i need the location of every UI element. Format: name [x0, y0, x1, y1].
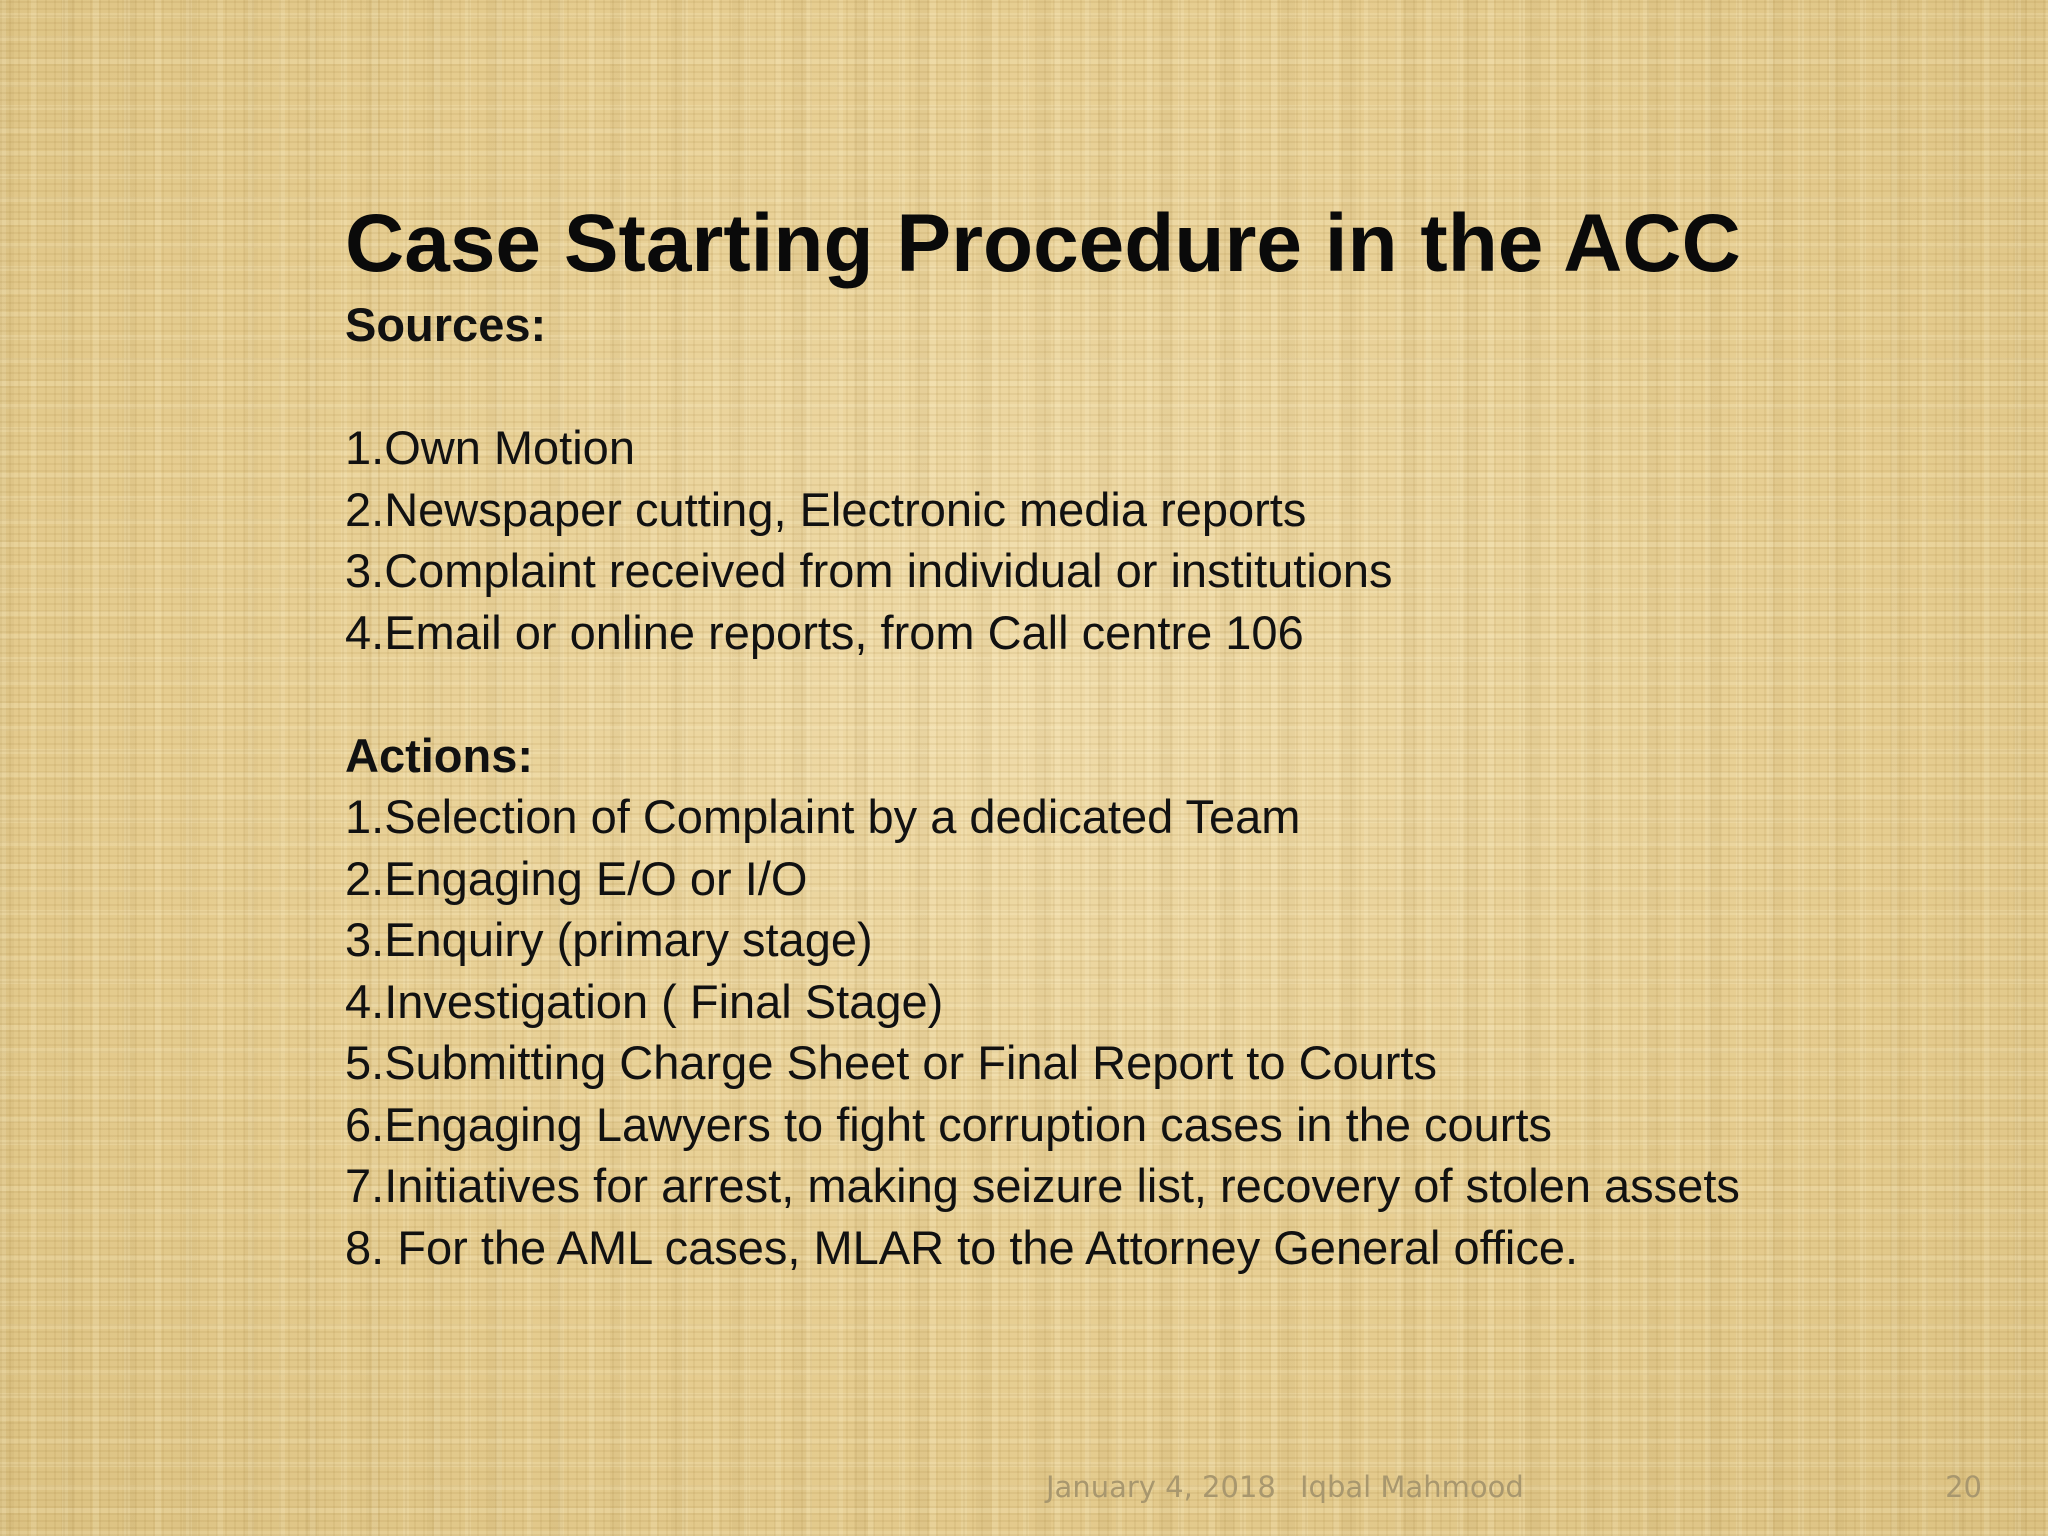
actions-list-item: 6.Engaging Lawyers to fight corruption cases in the courts: [345, 1097, 1553, 1151]
actions-list-item: 3.Enquiry (primary stage): [345, 913, 873, 966]
sources-list-item: 3.Complaint received from individual or institutions: [345, 544, 1393, 597]
slide-body: [345, 294, 1995, 1278]
blank-line: [345, 356, 1995, 418]
sources-list-item: 2.Newspaper cutting, Electronic media reports: [345, 482, 1307, 536]
slide-title: Case Starting Procedure in the ACC: [345, 198, 1741, 289]
sources-list-item: 1.Own Motion: [345, 421, 635, 474]
sources-heading: Sources:: [345, 298, 547, 351]
actions-list-item: 5.Submitting Charge Sheet or Final Report to Courts: [345, 1036, 1437, 1089]
blank-line: [345, 663, 1995, 725]
slide-number: 20: [1945, 1470, 1982, 1504]
actions-list: [345, 786, 1995, 1278]
actions-list-item: 7.Initiatives for arrest, making seizure list, recovery of stolen assets: [345, 1159, 1740, 1212]
sources-list-item: 4.Email or online reports, from Call centre 106: [345, 605, 1304, 659]
actions-list-item: 4.Investigation ( Final Stage): [345, 974, 944, 1028]
actions-list-item: 1.Selection of Complaint by a dedicated Team: [345, 790, 1301, 843]
actions-list-item: 2.Engaging E/O or I/O: [345, 851, 808, 905]
actions-list-item: 8. For the AML cases, MLAR to the Attorney General office.: [345, 1220, 1579, 1274]
footer-date: January 4, 2018: [1046, 1470, 1276, 1504]
actions-heading: Actions:: [345, 728, 533, 782]
sources-list: [345, 417, 1995, 663]
footer-author: Iqbal Mahmood: [1300, 1470, 1524, 1504]
